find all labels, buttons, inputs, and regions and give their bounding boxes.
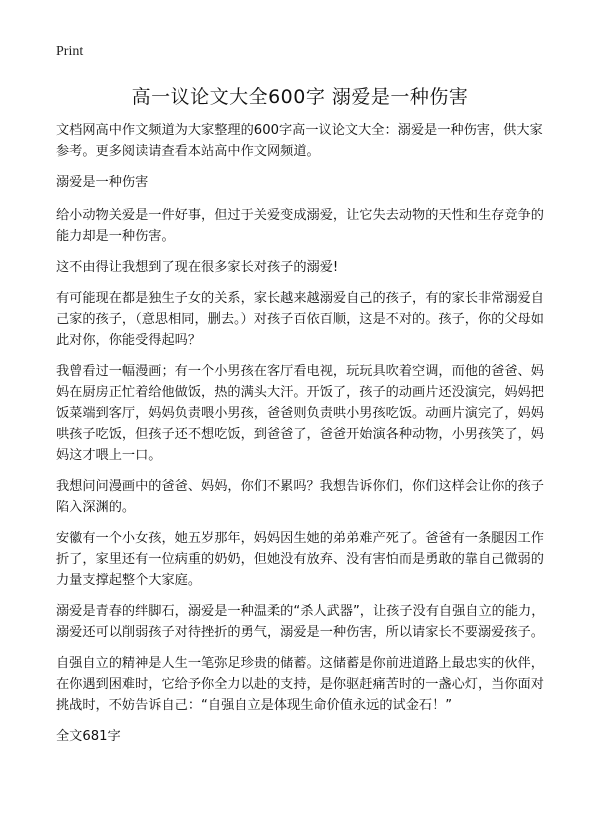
- body-paragraph: 安徽有一个小女孩，她五岁那年，妈妈因生她的弟弟难产死了。爸爸有一条腿因工作折了，家里还有一位病重的奶奶，但她没有放弃、没有害怕而是勇敢的靠自己微弱的力量支撑起整个大家庭。: [56, 531, 544, 588]
- body-paragraph: 给小动物关爱是一件好事，但过于关爱变成溺爱，让它失去动物的天性和生存竞争的能力却是一种伤害。: [56, 208, 544, 244]
- page-title: 高一议论文大全600字 溺爱是一种伤害: [131, 86, 469, 108]
- article-body: [56, 120, 552, 757]
- body-paragraph: 我曾看过一幅漫画；有一个小男孩在客厅看电视，玩玩具吹着空调，而他的爸爸、妈妈在厨房正忙着给他做饭，热的满头大汗。开饭了，孩子的动画片还没演完，妈妈把饭菜端到客厅，妈妈负责喂小男孩，爸爸则负责哄小男孩吃饭。动画片演完了，妈妈哄孩子吃饭，但孩子还不想吃饭，到爸爸了，爸爸开始演各种动物，小男孩笑了，妈妈这才喂上一口。: [56, 364, 544, 463]
- print-link[interactable]: Print: [56, 44, 84, 59]
- body-paragraph: 这不由得让我想到了现在很多家长对孩子的溺爱!: [56, 260, 339, 275]
- word-count: 全文681字: [56, 729, 121, 744]
- body-paragraph: 我想问问漫画中的爸爸、妈妈，你们不累吗？我想告诉你们，你们这样会让你的孩子陷入深渊的。: [56, 479, 544, 515]
- body-paragraph: 自强自立的精神是人生一笔弥足珍贵的储蓄。这储蓄是你前进道路上最忠实的伙伴，在你遇到困难时，它给予你全力以赴的支持，是你驱赶痛苦时的一盏心灯，当你面对挑战时，不妨告诉自己：“自强自立是体现生命价值永远的试金石！”: [56, 656, 544, 713]
- essay-heading: 溺爱是一种伤害: [56, 175, 149, 190]
- body-paragraph: 溺爱是青春的绊脚石，溺爱是一种温柔的“杀人武器”，让孩子没有自强自立的能力，溺爱还可以削弱孩子对待挫折的勇气，溺爱是一种伤害，所以请家长不要溺爱孩子。: [56, 604, 545, 640]
- intro-paragraph: 文档网高中作文频道为大家整理的600字高一议论文大全：溺爱是一种伤害，供大家参考。更多阅读请查看本站高中作文网频道。: [56, 123, 543, 159]
- body-paragraph: 有可能现在都是独生子女的关系，家长越来越溺爱自己的孩子，有的家长非常溺爱自己家的孩子，（意思相同，删去。）对孩子百依百顺，这是不对的。孩子，你的父母如此对你，你能受得起吗？: [56, 291, 544, 348]
